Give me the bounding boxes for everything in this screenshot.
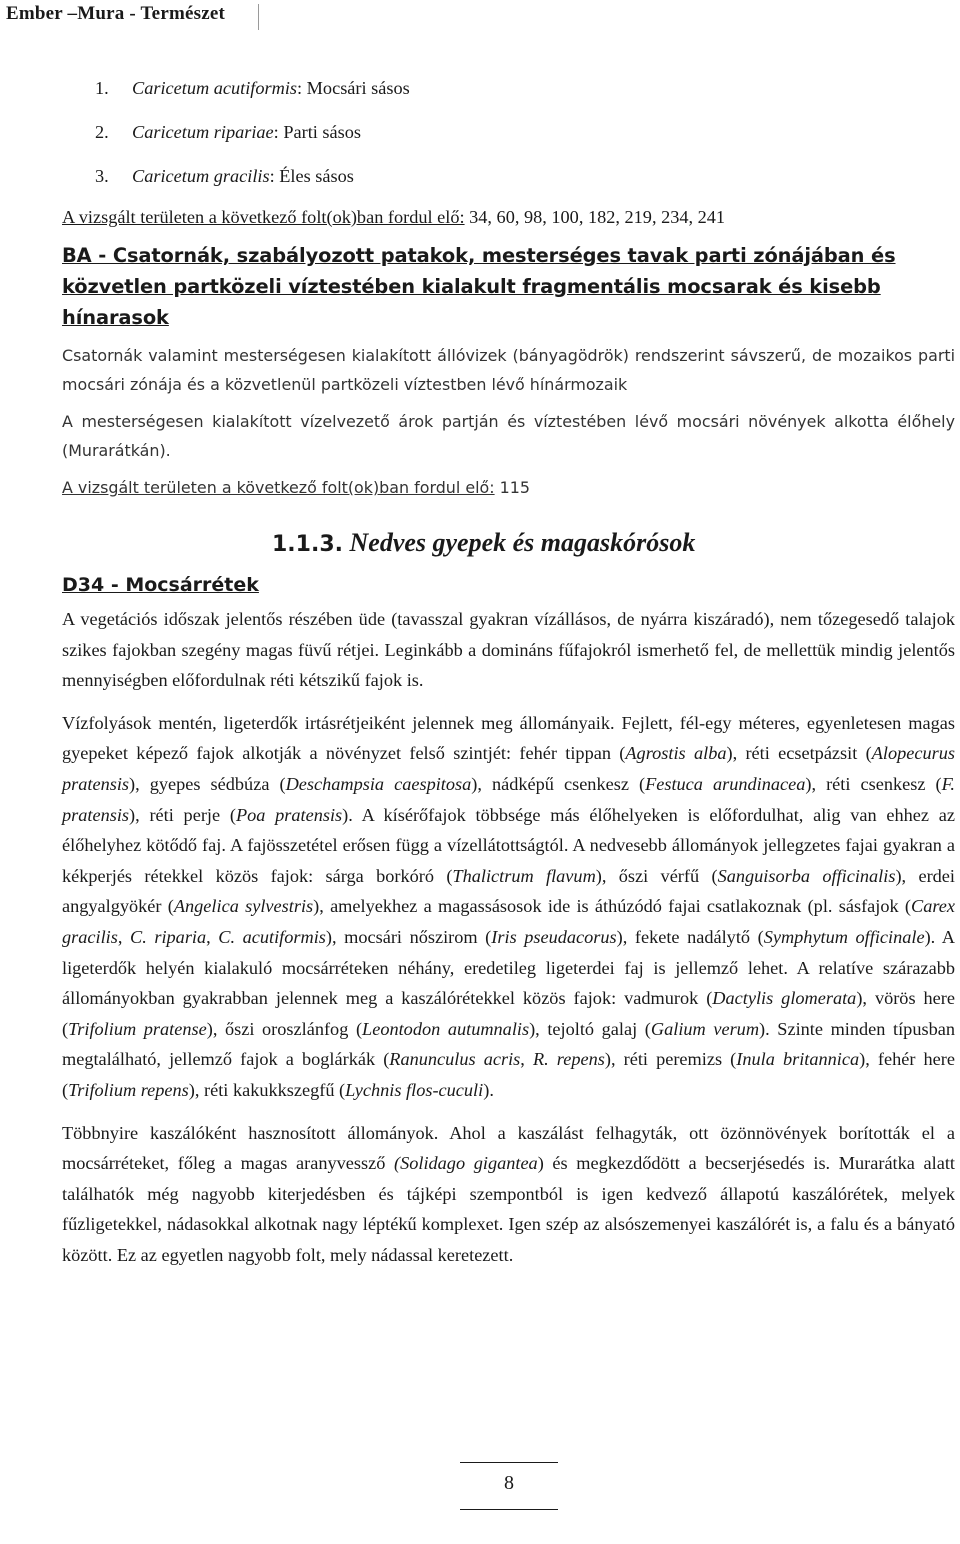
paragraph xyxy=(62,708,955,1106)
text-run: ). A kísérőfajok többsége más élőhelyeken is előfordulhat, alig van ehhez az élőhelyhez kötődő faj. A fajösszetétel erősen függ a vízellátottságtól. A nedvesebb állományok jellegzetes fajai gyakran a kékperjés rétekkel közös fajok: sárga borkóró ( xyxy=(62,804,955,886)
species-name: Angelica sylvestris xyxy=(173,896,314,917)
list-item xyxy=(62,112,955,156)
association-common-name: : Parti sásos xyxy=(273,122,362,142)
text-run: ), réti kakukkszegfű ( xyxy=(188,1079,346,1100)
text-run: ). xyxy=(483,1079,494,1100)
list-number: 2. xyxy=(95,122,109,142)
list-text xyxy=(132,112,361,152)
section-title: Nedves gyepek és magaskórósok xyxy=(343,528,696,557)
occurrence-line xyxy=(62,473,955,502)
association-name: Caricetum acutiformis xyxy=(132,78,298,98)
document-body xyxy=(62,68,955,1270)
species-name: C. riparia xyxy=(130,926,207,947)
text-run: , xyxy=(520,1049,533,1070)
species-name: Poa pratensis xyxy=(235,804,343,825)
species-name: Thalictrum flavum xyxy=(452,865,596,886)
text-run: ), réti peremizs ( xyxy=(604,1049,737,1070)
species-name: Iris pseudacorus xyxy=(491,926,617,947)
text-run: ), tejoltó galaj ( xyxy=(529,1018,651,1039)
paragraph: A vegetációs időszak jelentős részében üde (tavasszal gyakran vízállásos, de nyárra kiszáradó), nem tőzegesedő talajok szikes fajokban szegény magas füvű rétjei. Leginkább a domináns fűfajokról ismerhető fel, de mellettük mindig jelentős mennyiségben előfordulnak réti kétszikű fajok is. xyxy=(62,609,955,691)
species-name: Symphytum officinale xyxy=(763,926,925,947)
list-text xyxy=(132,68,410,108)
species-name: Carex gracilis xyxy=(62,896,955,947)
species-name: R. repens xyxy=(532,1049,605,1070)
text-run: ), őszi oroszlánfog ( xyxy=(206,1018,363,1039)
text-run: ), fekete nadálytő ( xyxy=(616,926,764,947)
text-run: ), mocsári nőszirom ( xyxy=(325,926,492,947)
species-name: Agrostis alba xyxy=(625,743,727,764)
paragraph: Csatornák valamint mesterségesen kialakított állóvizek (bányagödrök) rendszerint sávszerű, de mozaikos parti mocsári zónája és a közvetlenül partközeli víztestben lévő hínármozaik xyxy=(62,346,955,394)
text-run: ). A ligeterdők helyén kialakuló mocsárréteken néhány, eredetileg ligeterdei faj is jellemző lehet. A relatíve szárazabb állományokban gyakrabban jelennek meg a kaszálórétekkel közös fajok: vadmurok ( xyxy=(62,926,956,1009)
species-name: Festuca arundinacea xyxy=(645,773,806,794)
section-heading xyxy=(272,526,955,562)
running-header xyxy=(0,0,960,32)
habitat-heading-ba: BA - Csatornák, szabályozott patakok, mesterséges tavak parti zónájában és közvetlen partközeli víztestében kialakult fragmentális mocsarak és kisebb hínarasok xyxy=(62,244,896,329)
list-number: 1. xyxy=(95,78,109,98)
species-name: (Solidago gigantea xyxy=(394,1153,538,1174)
occurrence-values: 34, 60, 98, 100, 182, 219, 234, 241 xyxy=(464,207,726,227)
paragraph: A mesterségesen kialakított vízelvezető árok partján és víztestében lévő mocsári növények alkotta élőhely (Murarátkán). xyxy=(62,412,955,460)
occurrence-label: A vizsgált területen a következő folt(ok)ban fordul elő: xyxy=(62,478,495,497)
text-run: Többnyire kaszálóként hasznosított állományok. Ahol a kaszálást felhagyták, ott özönnövények borították el a mocsárréteket, főleg a magas aranyvessző xyxy=(62,1122,955,1174)
species-name: Ranunculus acris xyxy=(389,1049,521,1070)
association-common-name: : Mocsári sásos xyxy=(297,78,410,98)
habitat-heading-d34: D34 - Mocsárrétek xyxy=(62,574,259,596)
text-run: ), réti csenkesz ( xyxy=(805,773,942,794)
species-name: Dactylis glomerata xyxy=(712,988,857,1009)
occurrence-line xyxy=(62,202,955,232)
header-title: Ember –Mura - Természet xyxy=(6,3,225,24)
text-run: ), őszi vérfű ( xyxy=(595,865,718,886)
association-name: Caricetum ripariae xyxy=(132,122,274,142)
text-run: ) és megkezdődött a becserjésedés is. Murarátka alatt találhatók még nagyobb kiterjedésben és tájképi szempontból is igen kedvező állapotú kaszálórétek, melyek fűzligetekkel, nádasokkal alkotnak nagy léptékű komplexet. Igen szép az alsószemenyei kaszálórét is, a falu és a bányató között. Ez az egyetlen nagyobb folt, mely nádassal keretezett. xyxy=(62,1153,955,1265)
text-run: Vízfolyások mentén, ligeterdők irtásrétjeiként jelennek meg állományaik. Fejlett, fél-egy méteres, egyenletesen magas gyepeket képező fajok alkotják a növényzet felső szintjét: fehér tippan ( xyxy=(62,712,955,764)
association-list xyxy=(62,68,955,200)
text-run: ), vörös here ( xyxy=(62,988,955,1039)
text-run: ), amelyekhez a magassásosok ide is áthúzódó fajai csatlakoznak (pl. sásfajok ( xyxy=(313,896,911,917)
text-run: ), réti ecsetpázsit ( xyxy=(726,743,872,764)
text-run: ), fehér here ( xyxy=(62,1049,955,1100)
species-name: Trifolium repens xyxy=(68,1079,189,1100)
paragraph xyxy=(62,1118,955,1271)
species-name: Trifolium pratense xyxy=(68,1018,207,1039)
association-name: Caricetum gracilis xyxy=(132,166,270,186)
occurrence-label: A vizsgált területen a következő folt(ok)ban fordul elő: xyxy=(62,207,465,227)
text-run: ), réti perje ( xyxy=(129,804,236,825)
text-run: ), gyepes sédbúza ( xyxy=(129,773,286,794)
text-run: , xyxy=(117,926,131,947)
species-name: F. pratensis xyxy=(62,773,955,825)
species-name: Sanguisorba officinalis xyxy=(717,865,896,886)
species-name: Deschampsia caespitosa xyxy=(285,773,472,794)
list-item xyxy=(62,156,955,200)
text-run: ), nádképű csenkesz ( xyxy=(471,773,646,794)
species-name: Inula britannica xyxy=(736,1049,860,1070)
text-run: ), erdei angyalgyökér ( xyxy=(62,865,955,917)
occurrence-values: 115 xyxy=(494,478,530,497)
species-name: Alopecurus pratensis xyxy=(62,743,955,794)
list-text xyxy=(132,156,354,196)
list-item xyxy=(62,68,955,112)
page-number: 8 xyxy=(460,1462,558,1510)
text-run: , xyxy=(206,926,219,947)
header-divider xyxy=(258,4,259,30)
species-name: Lychnis flos-cuculi xyxy=(345,1079,484,1100)
species-name: C. acutiformis xyxy=(218,926,326,947)
species-name: Leontodon autumnalis xyxy=(362,1018,530,1039)
species-name: Galium verum xyxy=(650,1018,760,1039)
section-number: 1.1.3. xyxy=(272,532,343,557)
text-run: ). Szinte minden típusban megtalálható, jellemző fajok a boglárkák ( xyxy=(62,1018,955,1070)
association-common-name: : Éles sásos xyxy=(269,166,354,186)
list-number: 3. xyxy=(95,166,109,186)
